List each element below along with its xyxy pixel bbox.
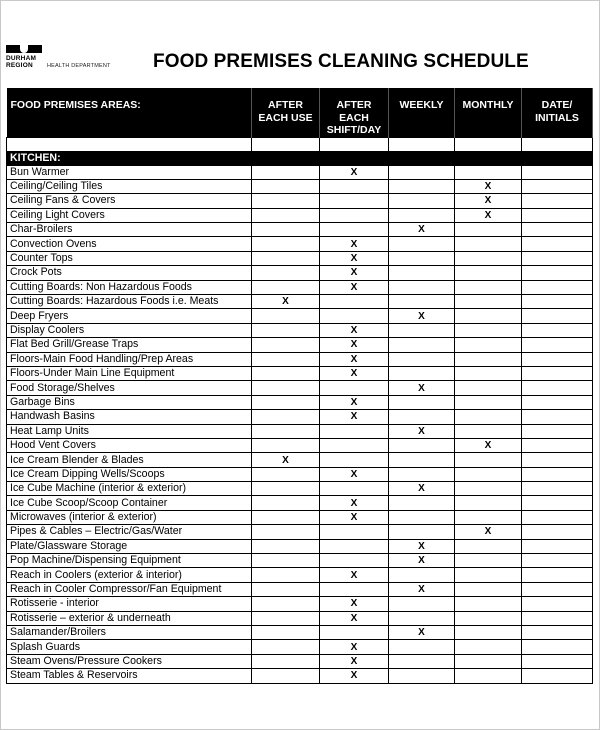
mark-cell-monthly <box>455 237 522 251</box>
mark-cell-date-initials <box>522 626 593 640</box>
mark-cell-after-each-use <box>252 510 320 524</box>
area-name-cell: Ceiling Fans & Covers <box>7 194 252 208</box>
mark-cell-after-each-use <box>252 467 320 481</box>
table-row <box>7 539 593 553</box>
mark-cell-after-each-shift <box>320 525 389 539</box>
table-row <box>7 266 593 280</box>
area-name-cell: Rotisserie - interior <box>7 597 252 611</box>
table-row <box>7 366 593 380</box>
mark-cell-after-each-use <box>252 309 320 323</box>
mark-cell-monthly <box>455 410 522 424</box>
area-name-cell: Hood Vent Covers <box>7 438 252 452</box>
area-name-cell: Bun Warmer <box>7 165 252 179</box>
table-row <box>7 165 593 179</box>
area-name-cell: Salamander/Broilers <box>7 626 252 640</box>
mark-cell-after-each-use: X <box>252 295 320 309</box>
mark-cell-after-each-shift: X <box>320 669 389 683</box>
mark-cell-weekly <box>389 352 455 366</box>
mark-cell-after-each-shift: X <box>320 640 389 654</box>
mark-cell-after-each-use <box>252 424 320 438</box>
mark-cell-monthly <box>455 482 522 496</box>
area-name-cell: Ceiling Light Covers <box>7 208 252 222</box>
mark-cell-monthly <box>455 381 522 395</box>
durham-region-logo <box>6 45 42 70</box>
table-row <box>7 424 593 438</box>
mark-cell-weekly <box>389 597 455 611</box>
column-header-weekly: WEEKLY <box>389 88 455 137</box>
area-name-cell: Splash Guards <box>7 640 252 654</box>
spacer-row <box>7 137 593 151</box>
table-row <box>7 467 593 481</box>
mark-cell-after-each-use <box>252 669 320 683</box>
mark-cell-monthly <box>455 597 522 611</box>
table-row <box>7 338 593 352</box>
mark-cell-after-each-use <box>252 194 320 208</box>
spacer-cell <box>522 137 593 151</box>
spacer-cell <box>252 137 320 151</box>
table-row <box>7 669 593 683</box>
mark-cell-date-initials <box>522 640 593 654</box>
area-name-cell: Steam Tables & Reservoirs <box>7 669 252 683</box>
mark-cell-after-each-shift <box>320 295 389 309</box>
table-row <box>7 194 593 208</box>
mark-cell-monthly <box>455 223 522 237</box>
area-name-cell: Cutting Boards: Hazardous Foods i.e. Meats <box>7 295 252 309</box>
mark-cell-date-initials <box>522 554 593 568</box>
mark-cell-after-each-shift <box>320 194 389 208</box>
mark-cell-date-initials <box>522 410 593 424</box>
spacer-cell <box>455 137 522 151</box>
mark-cell-after-each-shift: X <box>320 654 389 668</box>
area-name-cell: Ice Cube Machine (interior & exterior) <box>7 482 252 496</box>
mark-cell-weekly <box>389 338 455 352</box>
column-header-date-initials: DATE/ INITIALS <box>522 88 593 137</box>
table-row <box>7 597 593 611</box>
mark-cell-monthly: X <box>455 438 522 452</box>
mark-cell-after-each-shift: X <box>320 597 389 611</box>
column-header-areas: FOOD PREMISES AREAS: <box>7 88 252 137</box>
mark-cell-after-each-use <box>252 338 320 352</box>
mark-cell-date-initials <box>522 482 593 496</box>
mark-cell-after-each-shift: X <box>320 266 389 280</box>
mark-cell-date-initials <box>522 223 593 237</box>
mark-cell-date-initials <box>522 611 593 625</box>
mark-cell-weekly <box>389 295 455 309</box>
mark-cell-weekly <box>389 208 455 222</box>
mark-cell-date-initials <box>522 295 593 309</box>
mark-cell-after-each-use <box>252 554 320 568</box>
table-row <box>7 496 593 510</box>
table-row <box>7 295 593 309</box>
mark-cell-date-initials <box>522 568 593 582</box>
area-name-cell: Ice Cube Scoop/Scoop Container <box>7 496 252 510</box>
table-row <box>7 525 593 539</box>
area-name-cell: Ice Cream Dipping Wells/Scoops <box>7 467 252 481</box>
mark-cell-after-each-use <box>252 208 320 222</box>
section-row-kitchen <box>7 151 593 165</box>
mark-cell-monthly <box>455 295 522 309</box>
mark-cell-after-each-shift <box>320 208 389 222</box>
table-row <box>7 179 593 193</box>
table-row <box>7 352 593 366</box>
mark-cell-weekly: X <box>389 554 455 568</box>
mark-cell-monthly <box>455 654 522 668</box>
mark-cell-after-each-shift <box>320 381 389 395</box>
mark-cell-date-initials <box>522 280 593 294</box>
mark-cell-after-each-shift <box>320 554 389 568</box>
mark-cell-after-each-shift <box>320 539 389 553</box>
mark-cell-after-each-use <box>252 654 320 668</box>
mark-cell-monthly: X <box>455 208 522 222</box>
area-name-cell: Counter Tops <box>7 251 252 265</box>
mark-cell-date-initials <box>522 525 593 539</box>
column-header-after-each-shift: AFTER EACH SHIFT/DAY <box>320 88 389 137</box>
mark-cell-monthly: X <box>455 194 522 208</box>
mark-cell-weekly <box>389 323 455 337</box>
department-label: HEALTH DEPARTMENT <box>47 63 111 69</box>
mark-cell-date-initials <box>522 510 593 524</box>
mark-cell-date-initials <box>522 597 593 611</box>
cleaning-schedule-table <box>6 88 593 684</box>
mark-cell-date-initials <box>522 381 593 395</box>
mark-cell-after-each-use <box>252 496 320 510</box>
mark-cell-date-initials <box>522 582 593 596</box>
mark-cell-monthly <box>455 510 522 524</box>
area-name-cell: Steam Ovens/Pressure Cookers <box>7 654 252 668</box>
table-row <box>7 438 593 452</box>
mark-cell-after-each-use <box>252 223 320 237</box>
mark-cell-weekly <box>389 669 455 683</box>
mark-cell-after-each-shift: X <box>320 280 389 294</box>
spacer-cell <box>7 137 252 151</box>
mark-cell-after-each-shift: X <box>320 496 389 510</box>
mark-cell-after-each-shift <box>320 309 389 323</box>
mark-cell-after-each-shift <box>320 179 389 193</box>
mark-cell-weekly <box>389 410 455 424</box>
mark-cell-weekly <box>389 194 455 208</box>
area-name-cell: Display Coolers <box>7 323 252 337</box>
mark-cell-weekly <box>389 568 455 582</box>
mark-cell-after-each-use <box>252 381 320 395</box>
mark-cell-monthly <box>455 338 522 352</box>
mark-cell-after-each-use <box>252 410 320 424</box>
mark-cell-date-initials <box>522 251 593 265</box>
mark-cell-weekly <box>389 395 455 409</box>
table-row <box>7 482 593 496</box>
mark-cell-after-each-use <box>252 352 320 366</box>
mark-cell-date-initials <box>522 338 593 352</box>
mark-cell-after-each-shift <box>320 626 389 640</box>
mark-cell-after-each-use <box>252 179 320 193</box>
mark-cell-after-each-use <box>252 323 320 337</box>
area-name-cell: Reach in Coolers (exterior & interior) <box>7 568 252 582</box>
table-row <box>7 611 593 625</box>
mark-cell-weekly: X <box>389 482 455 496</box>
mark-cell-after-each-shift: X <box>320 395 389 409</box>
mark-cell-after-each-shift <box>320 424 389 438</box>
mark-cell-after-each-use <box>252 611 320 625</box>
mark-cell-date-initials <box>522 467 593 481</box>
mark-cell-after-each-shift: X <box>320 611 389 625</box>
mark-cell-after-each-use <box>252 525 320 539</box>
mark-cell-weekly <box>389 525 455 539</box>
mark-cell-monthly <box>455 309 522 323</box>
area-name-cell: Plate/Glassware Storage <box>7 539 252 553</box>
mark-cell-date-initials <box>522 366 593 380</box>
mark-cell-date-initials <box>522 309 593 323</box>
mark-cell-after-each-use <box>252 438 320 452</box>
mark-cell-weekly <box>389 467 455 481</box>
area-name-cell: Microwaves (interior & exterior) <box>7 510 252 524</box>
section-cell <box>522 151 593 165</box>
table-row <box>7 223 593 237</box>
logo-text <box>6 55 42 69</box>
mark-cell-date-initials <box>522 539 593 553</box>
area-name-cell: Char-Broilers <box>7 223 252 237</box>
table-row <box>7 640 593 654</box>
mark-cell-weekly <box>389 266 455 280</box>
mark-cell-date-initials <box>522 352 593 366</box>
mark-cell-after-each-use <box>252 237 320 251</box>
mark-cell-after-each-use <box>252 626 320 640</box>
table-row <box>7 568 593 582</box>
mark-cell-date-initials <box>522 165 593 179</box>
mark-cell-date-initials <box>522 266 593 280</box>
mark-cell-date-initials <box>522 237 593 251</box>
mark-cell-weekly: X <box>389 424 455 438</box>
table-header-row <box>7 88 593 137</box>
area-name-cell: Convection Ovens <box>7 237 252 251</box>
mark-cell-monthly <box>455 395 522 409</box>
mark-cell-weekly: X <box>389 626 455 640</box>
mark-cell-weekly: X <box>389 582 455 596</box>
section-cell <box>455 151 522 165</box>
mark-cell-weekly <box>389 237 455 251</box>
table-row <box>7 582 593 596</box>
mark-cell-after-each-shift <box>320 482 389 496</box>
mark-cell-date-initials <box>522 496 593 510</box>
table-row <box>7 654 593 668</box>
area-name-cell: Floors-Main Food Handling/Prep Areas <box>7 352 252 366</box>
table-row <box>7 453 593 467</box>
mark-cell-monthly <box>455 626 522 640</box>
mark-cell-after-each-use <box>252 165 320 179</box>
mark-cell-date-initials <box>522 453 593 467</box>
mark-cell-after-each-shift: X <box>320 338 389 352</box>
section-cell <box>252 151 320 165</box>
mark-cell-date-initials <box>522 179 593 193</box>
section-cell <box>389 151 455 165</box>
mark-cell-after-each-shift: X <box>320 251 389 265</box>
mark-cell-monthly <box>455 640 522 654</box>
page-title: FOOD PREMISES CLEANING SCHEDULE <box>153 51 529 72</box>
area-name-cell: Garbage Bins <box>7 395 252 409</box>
mark-cell-monthly <box>455 352 522 366</box>
mark-cell-date-initials <box>522 194 593 208</box>
mark-cell-weekly <box>389 654 455 668</box>
mark-cell-monthly <box>455 251 522 265</box>
mark-cell-monthly <box>455 539 522 553</box>
area-name-cell: Pipes & Cables – Electric/Gas/Water <box>7 525 252 539</box>
mark-cell-monthly <box>455 453 522 467</box>
mark-cell-after-each-shift: X <box>320 510 389 524</box>
mark-cell-weekly <box>389 496 455 510</box>
column-header-monthly: MONTHLY <box>455 88 522 137</box>
area-name-cell: Food Storage/Shelves <box>7 381 252 395</box>
mark-cell-monthly: X <box>455 179 522 193</box>
mark-cell-weekly <box>389 438 455 452</box>
mark-cell-weekly <box>389 165 455 179</box>
mark-cell-after-each-use <box>252 251 320 265</box>
mark-cell-monthly <box>455 582 522 596</box>
mark-cell-weekly <box>389 251 455 265</box>
mark-cell-weekly <box>389 179 455 193</box>
table-row <box>7 510 593 524</box>
mark-cell-after-each-use <box>252 597 320 611</box>
mark-cell-weekly <box>389 453 455 467</box>
area-name-cell: Reach in Cooler Compressor/Fan Equipment <box>7 582 252 596</box>
table-row <box>7 208 593 222</box>
table-row <box>7 626 593 640</box>
mark-cell-weekly <box>389 510 455 524</box>
mark-cell-after-each-use <box>252 266 320 280</box>
mark-cell-weekly <box>389 640 455 654</box>
logo-line-2: REGION <box>6 62 33 69</box>
mark-cell-monthly <box>455 554 522 568</box>
table-row <box>7 323 593 337</box>
mark-cell-after-each-use <box>252 582 320 596</box>
spacer-cell <box>320 137 389 151</box>
mark-cell-after-each-use <box>252 640 320 654</box>
mark-cell-monthly <box>455 323 522 337</box>
mark-cell-after-each-use <box>252 395 320 409</box>
logo-mark-icon <box>6 45 42 53</box>
section-label: KITCHEN: <box>7 151 252 165</box>
mark-cell-weekly <box>389 611 455 625</box>
section-cell <box>320 151 389 165</box>
area-name-cell: Cutting Boards: Non Hazardous Foods <box>7 280 252 294</box>
column-header-after-each-use: AFTER EACH USE <box>252 88 320 137</box>
mark-cell-weekly: X <box>389 223 455 237</box>
area-name-cell: Handwash Basins <box>7 410 252 424</box>
area-name-cell: Rotisserie – exterior & underneath <box>7 611 252 625</box>
mark-cell-after-each-shift <box>320 438 389 452</box>
area-name-cell: Ice Cream Blender & Blades <box>7 453 252 467</box>
mark-cell-after-each-use <box>252 280 320 294</box>
area-name-cell: Deep Fryers <box>7 309 252 323</box>
mark-cell-monthly <box>455 366 522 380</box>
area-name-cell: Heat Lamp Units <box>7 424 252 438</box>
mark-cell-weekly <box>389 366 455 380</box>
mark-cell-after-each-shift: X <box>320 467 389 481</box>
logo-line-1: DURHAM <box>6 55 37 62</box>
mark-cell-monthly <box>455 424 522 438</box>
mark-cell-monthly <box>455 611 522 625</box>
mark-cell-monthly: X <box>455 525 522 539</box>
mark-cell-after-each-shift: X <box>320 366 389 380</box>
mark-cell-monthly <box>455 165 522 179</box>
mark-cell-after-each-shift: X <box>320 410 389 424</box>
table-row <box>7 410 593 424</box>
mark-cell-after-each-use <box>252 568 320 582</box>
table-row <box>7 237 593 251</box>
mark-cell-date-initials <box>522 438 593 452</box>
mark-cell-after-each-use: X <box>252 453 320 467</box>
mark-cell-after-each-shift: X <box>320 568 389 582</box>
mark-cell-after-each-shift: X <box>320 323 389 337</box>
mark-cell-after-each-shift: X <box>320 165 389 179</box>
table-row <box>7 554 593 568</box>
table-row <box>7 381 593 395</box>
mark-cell-after-each-use <box>252 366 320 380</box>
area-name-cell: Pop Machine/Dispensing Equipment <box>7 554 252 568</box>
mark-cell-after-each-use <box>252 482 320 496</box>
mark-cell-date-initials <box>522 395 593 409</box>
mark-cell-after-each-shift <box>320 223 389 237</box>
mark-cell-after-each-shift: X <box>320 352 389 366</box>
mark-cell-monthly <box>455 266 522 280</box>
mark-cell-weekly: X <box>389 539 455 553</box>
mark-cell-weekly: X <box>389 309 455 323</box>
mark-cell-after-each-use <box>252 539 320 553</box>
mark-cell-date-initials <box>522 424 593 438</box>
mark-cell-after-each-shift <box>320 453 389 467</box>
mark-cell-monthly <box>455 467 522 481</box>
table-row <box>7 251 593 265</box>
mark-cell-monthly <box>455 496 522 510</box>
mark-cell-date-initials <box>522 654 593 668</box>
table-row <box>7 280 593 294</box>
area-name-cell: Crock Pots <box>7 266 252 280</box>
mark-cell-weekly <box>389 280 455 294</box>
area-name-cell: Flat Bed Grill/Grease Traps <box>7 338 252 352</box>
mark-cell-date-initials <box>522 208 593 222</box>
table-row <box>7 395 593 409</box>
mark-cell-monthly <box>455 280 522 294</box>
mark-cell-after-each-shift <box>320 582 389 596</box>
mark-cell-after-each-shift: X <box>320 237 389 251</box>
table-row <box>7 309 593 323</box>
mark-cell-date-initials <box>522 323 593 337</box>
mark-cell-monthly <box>455 669 522 683</box>
area-name-cell: Ceiling/Ceiling Tiles <box>7 179 252 193</box>
mark-cell-monthly <box>455 568 522 582</box>
area-name-cell: Floors-Under Main Line Equipment <box>7 366 252 380</box>
mark-cell-weekly: X <box>389 381 455 395</box>
spacer-cell <box>389 137 455 151</box>
mark-cell-date-initials <box>522 669 593 683</box>
